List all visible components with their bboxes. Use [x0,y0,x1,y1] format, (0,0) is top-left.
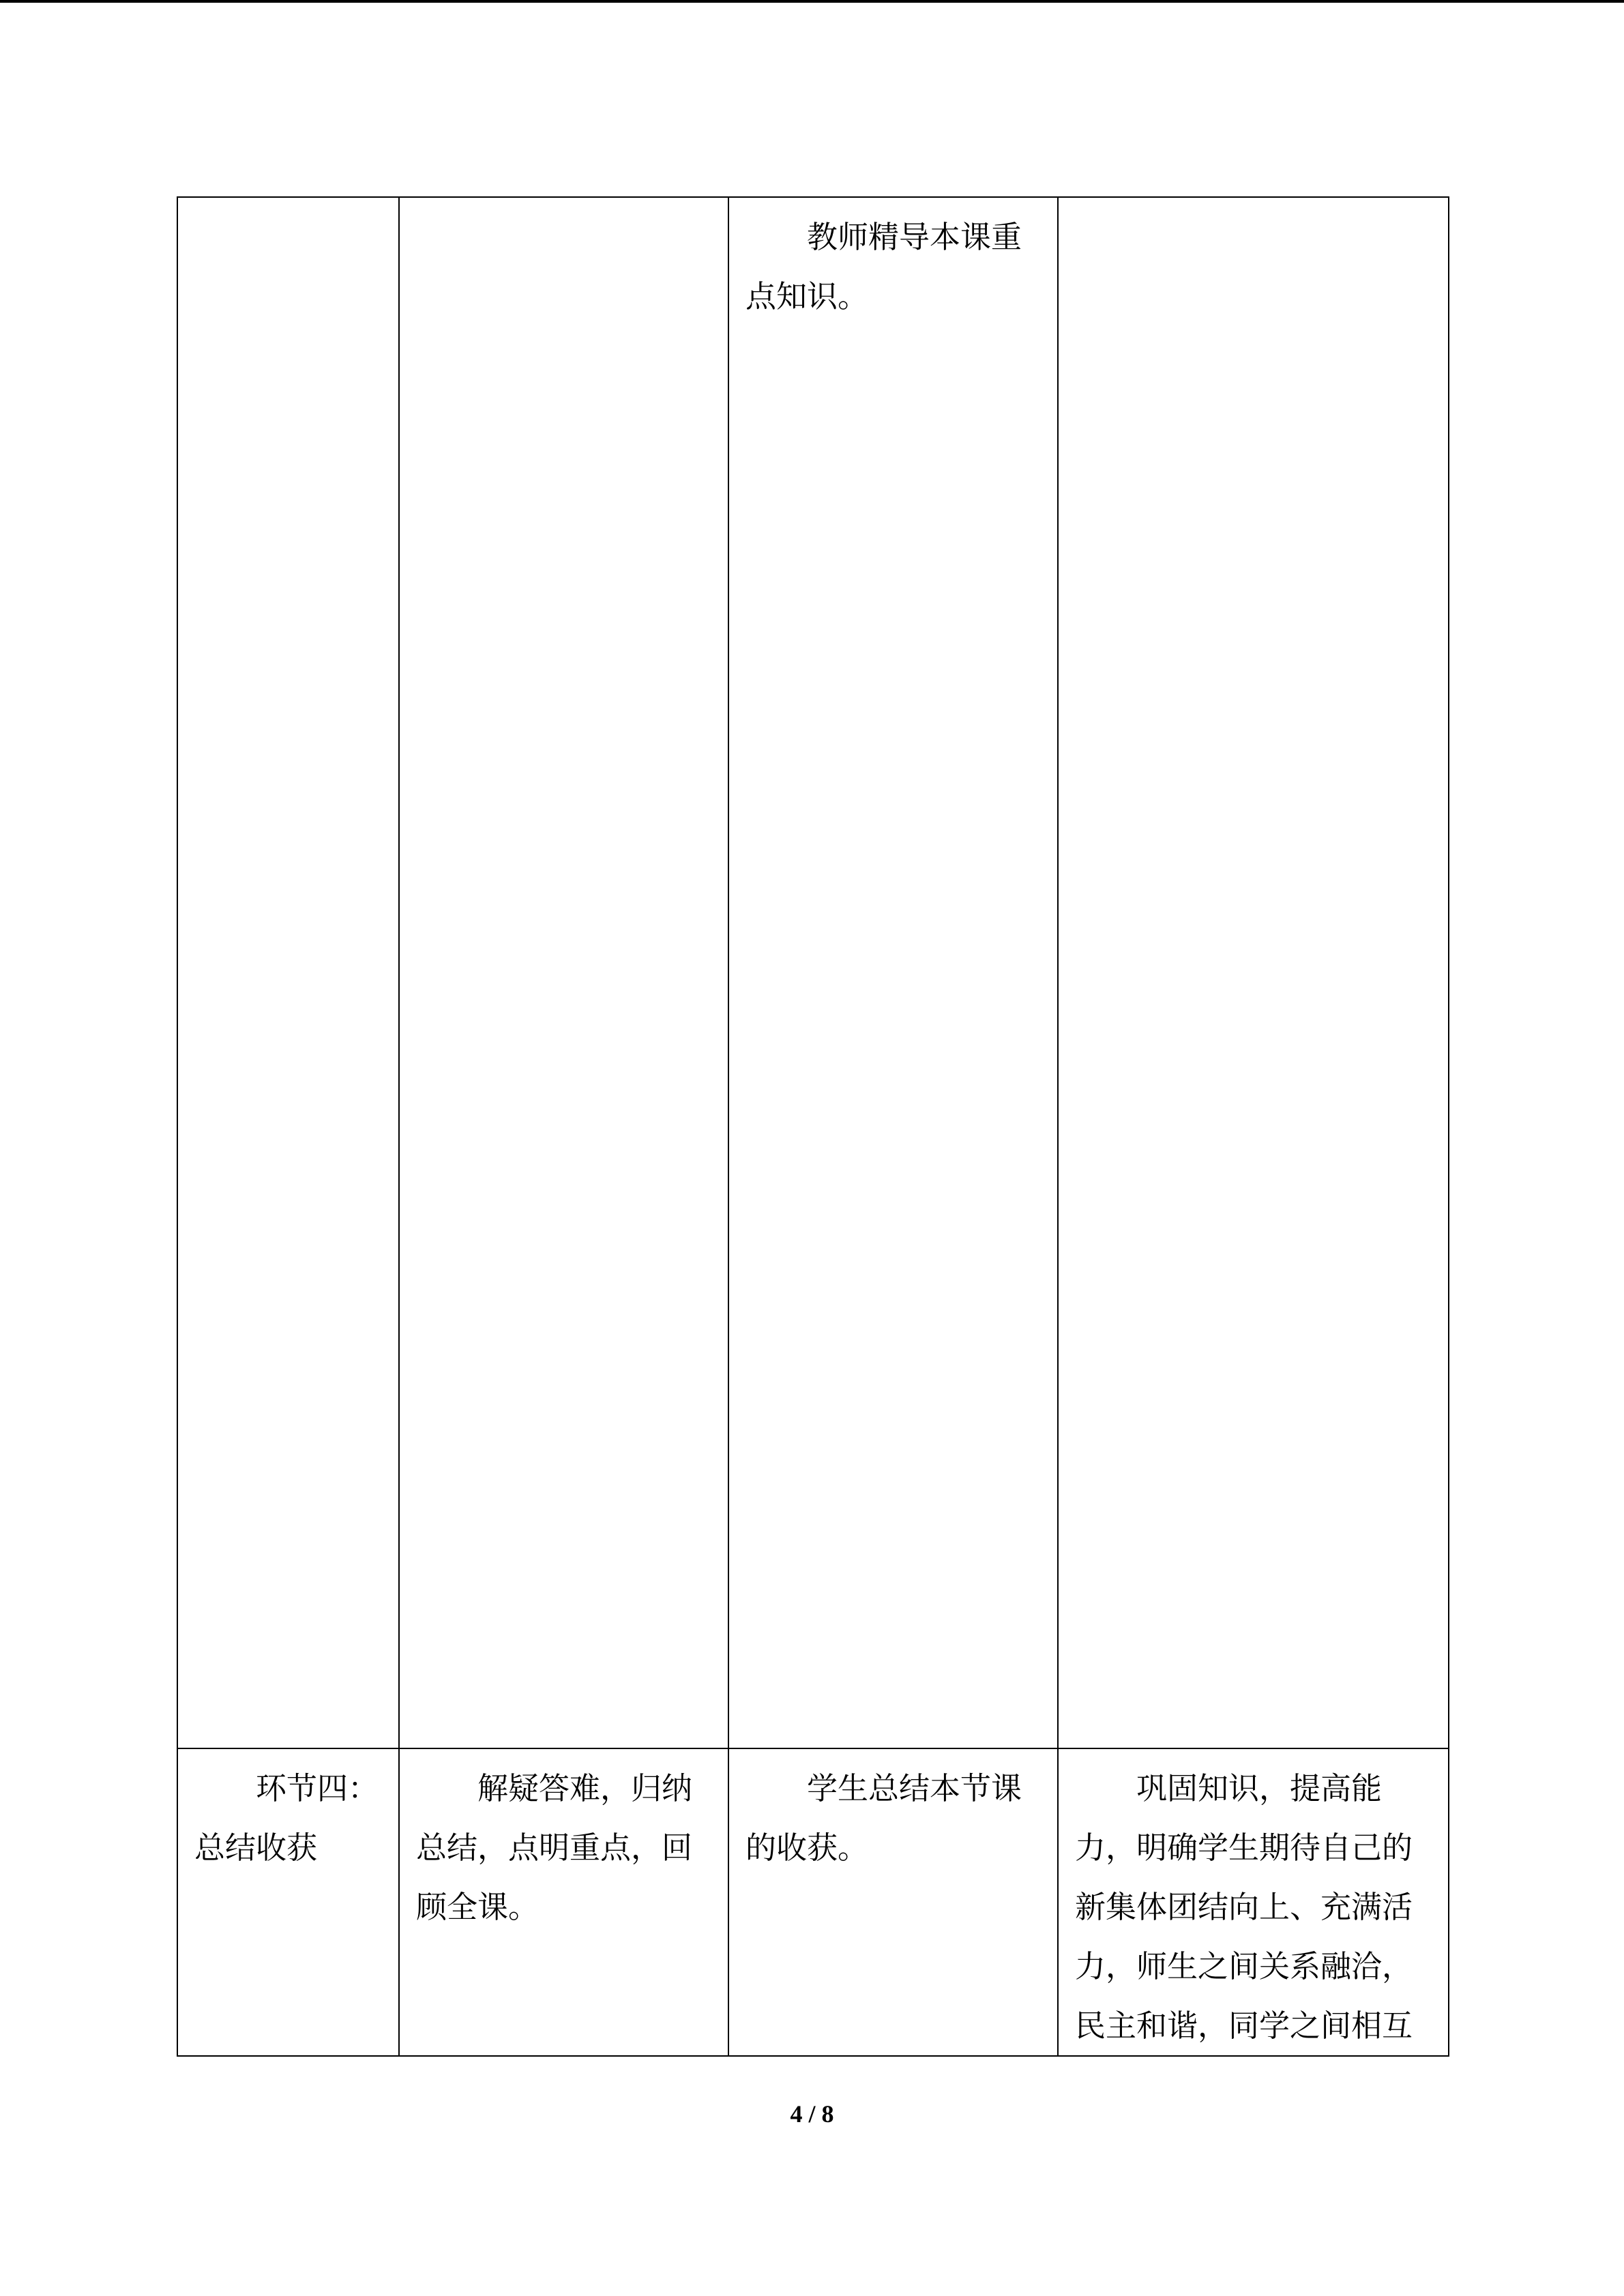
table-cell-design-intent [1058,197,1449,1748]
table-cell-student-activity [728,1748,1058,2056]
table-cell-student-activity [728,197,1058,1748]
page-top-border [0,0,1624,3]
cell-text: 教师精导本课重点知识。 [745,219,1022,314]
table-row [177,1748,1449,2056]
cell-text: 学生总结本节课的收获。 [745,1770,1022,1866]
table-cell-design-intent [1058,1748,1449,2056]
table-cell-teacher-activity [399,1748,728,2056]
table-cell-stage [177,1748,399,2056]
lesson-plan-table [177,196,1449,2057]
page-number: 4 / 8 [790,2100,834,2128]
cell-text: 环节四：总结收获 [194,1770,379,1866]
cell-text: 巩固知识，提高能力，明确学生期待自己的新集体团结向上、充满活力，师生之间关系融洽，民主和谐，同学之间相互 [1075,1770,1413,2044]
table-cell-stage [177,197,399,1748]
table-cell-teacher-activity [399,197,728,1748]
cell-text: 解疑答难，归纳总结，点明重点，回顾全课。 [416,1770,693,1925]
table-row [177,197,1449,1748]
